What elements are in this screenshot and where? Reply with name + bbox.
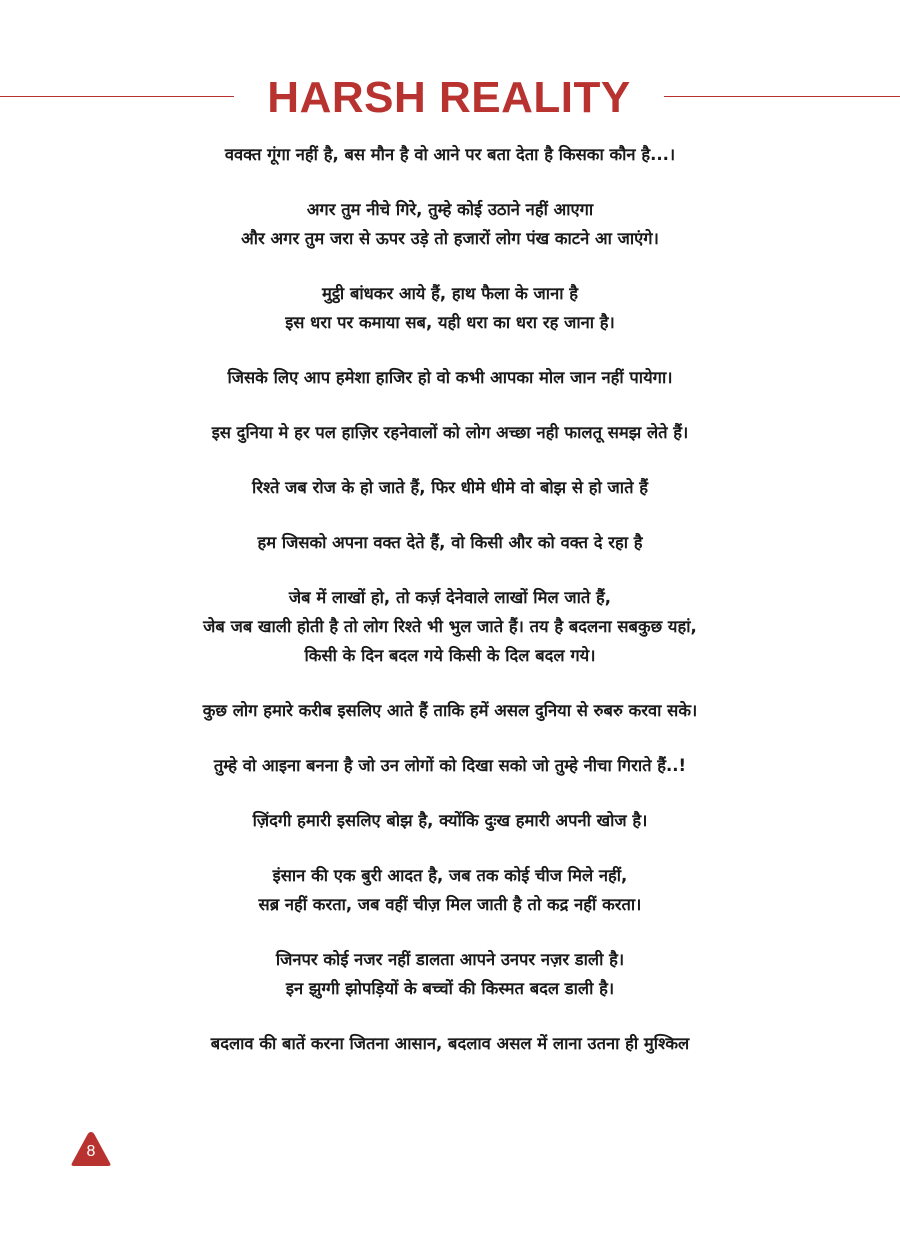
quote-line: जिनपर कोई नजर नहीं डालता आपने उनपर नज़र डाली है। (275, 950, 625, 969)
quote-stanza (60, 140, 840, 169)
quote-stanza (60, 751, 840, 780)
quote-line: जिसके लिए आप हमेशा हाजिर हो वो कभी आपका मोल जान नहीं पायेगा। (227, 368, 673, 387)
header-rule-right (664, 96, 900, 97)
quote-line: इस दुनिया मे हर पल हाज़िर रहनेवालों को लोग अच्छा नही फालतू समझ लेते हैं। (211, 423, 689, 442)
quote-line: रिश्ते जब रोज के हो जाते हैं, फिर धीमे धीमे वो बोझ से हो जाते हैं (251, 478, 648, 497)
quote-stanza (60, 363, 840, 392)
quote-stanza (60, 1029, 840, 1058)
quote-line: इस धरा पर कमाया सब, यही धरा का धरा रह जाना है। (285, 313, 615, 332)
page-number-badge (70, 1130, 112, 1168)
quote-line: मुट्ठी बांधकर आये हैं, हाथ फैला के जाना है (321, 284, 579, 303)
quote-stanza (60, 945, 840, 1003)
quote-line: हम जिसको अपना वक्त देते हैं, वो किसी और को वक्त दे रहा है (257, 533, 643, 552)
quote-line: कुछ लोग हमारे करीब इसलिए आते हैं ताकि हमें असल दुनिया से रुबरु करवा सके। (202, 701, 698, 720)
quote-line: अगर तुम नीचे गिरे, तुम्हे कोई उठाने नहीं आएगा (306, 200, 594, 219)
quote-stanza (60, 528, 840, 557)
quote-line: किसी के दिन बदल गये किसी के दिल बदल गये। (304, 646, 596, 665)
page-title: HARSH REALITY (267, 73, 631, 122)
quote-line: इंसान की एक बुरी आदत है, जब तक कोई चीज मिले नहीं, (272, 866, 628, 885)
quote-list (60, 140, 840, 1084)
quote-stanza (60, 696, 840, 725)
quote-stanza (60, 195, 840, 253)
quote-line: तुम्हे वो आइना बनना है जो उन लोगों को दिखा सको जो तुम्हे नीचा गिराते हैं..! (213, 756, 687, 775)
quote-line: और अगर तुम जरा से ऊपर उड़े तो हजारों लोग पंख काटने आ जाएंगे। (241, 229, 659, 248)
quote-line: सब्र नहीं करता, जब वहीं चीज़ मिल जाती है तो कद्र नहीं करता। (258, 895, 642, 914)
page-number: 8 (86, 1143, 96, 1160)
quote-stanza (60, 418, 840, 447)
quote-stanza (60, 583, 840, 670)
quote-line: ज़िंदगी हमारी इसलिए बोझ है, क्योंकि दुःख हमारी अपनी खोज है। (252, 811, 648, 830)
quote-stanza (60, 279, 840, 337)
quote-line: जेब में लाखों हो, तो कर्ज़ देनेवाले लाखों मिल जाते हैं, (288, 588, 612, 607)
quote-stanza (60, 806, 840, 835)
header-rule-left (0, 96, 234, 97)
quote-line: इन झुग्गी झोपड़ियों के बच्चों की किस्मत बदल डाली है। (285, 979, 615, 998)
quote-line: जेब जब खाली होती है तो लोग रिश्ते भी भुल जाते हैं। तय है बदलना सबकुछ यहां, (203, 617, 697, 636)
quote-line: ववक्त गूंगा नहीं है, बस मौन है वो आने पर बता देता है किसका कौन है...। (224, 145, 676, 164)
page-header (0, 72, 900, 124)
quote-line: बदलाव की बातें करना जितना आसान, बदलाव असल में लाना उतना ही मुश्किल (210, 1034, 690, 1053)
quote-stanza (60, 861, 840, 919)
quote-stanza (60, 473, 840, 502)
